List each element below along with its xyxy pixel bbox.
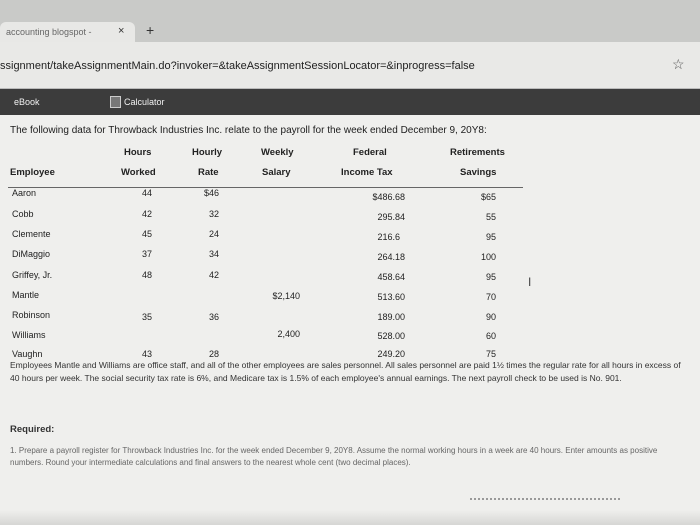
employee-name: Clemente (12, 229, 51, 239)
header-salary-2: Salary (262, 167, 291, 178)
retirement-savings: 75 (485, 349, 496, 359)
retirement-savings: 90 (485, 312, 496, 322)
retirement-savings: 60 (485, 331, 496, 341)
url-text[interactable]: ssignment/takeAssignmentMain.do?invoker=&takeAssignmentSessionLocator=&inprogress=false (0, 60, 475, 72)
assignment-toolbar (0, 89, 700, 115)
hourly-rate: 34 (208, 249, 219, 259)
employee-name: Robinson (12, 310, 51, 320)
retirement-savings: 100 (480, 252, 496, 262)
federal-income-tax: 458.64 (377, 272, 405, 282)
hourly-rate: 32 (208, 209, 219, 219)
federal-income-tax: 189.00 (377, 312, 405, 322)
header-salary-1: Weekly (261, 147, 294, 158)
header-employee: Employee (10, 167, 55, 178)
intro-text: The following data for Throwback Industries Inc. relate to the payroll for the week ended December 9, 20Y8: (10, 125, 487, 136)
hourly-rate: 42 (208, 270, 219, 280)
weekly-salary: $2,140 (272, 291, 300, 301)
header-tax-2: Income Tax (341, 167, 393, 178)
hours-worked: 43 (141, 349, 152, 359)
new-tab-button[interactable]: + (146, 22, 155, 38)
address-bar[interactable] (0, 42, 700, 89)
header-rate-1: Hourly (192, 147, 223, 158)
retirement-savings: 95 (485, 232, 496, 242)
employee-name: DiMaggio (12, 249, 51, 259)
header-rate-2: Rate (198, 167, 219, 178)
hours-worked: 37 (141, 249, 152, 259)
browser-tab[interactable] (0, 22, 135, 42)
federal-income-tax: 264.18 (377, 252, 405, 262)
header-retirement-1: Retirements (450, 147, 505, 158)
browser-tab-bar (0, 0, 700, 42)
weekly-salary: 2,400 (277, 329, 300, 339)
calculator-button[interactable]: Calculator (124, 97, 165, 107)
header-tax-1: Federal (353, 147, 387, 158)
federal-income-tax: 249.20 (377, 349, 405, 359)
hourly-rate: 24 (208, 229, 219, 239)
hourly-rate: 36 (208, 312, 219, 322)
dotted-separator (470, 498, 620, 500)
header-retirement-2: Savings (460, 167, 497, 178)
hours-worked: 44 (141, 188, 152, 198)
header-hours-1: Hours (124, 147, 152, 158)
hours-worked: 42 (141, 209, 152, 219)
hourly-rate: $46 (203, 188, 219, 198)
hourly-rate: 28 (208, 349, 219, 359)
bookmark-star-icon[interactable]: ☆ (672, 56, 685, 72)
tab-title: accounting blogspot - (6, 27, 92, 37)
employee-name: Aaron (12, 188, 37, 198)
employee-name: Mantle (12, 290, 40, 300)
header-hours-2: Worked (121, 167, 156, 178)
retirement-savings: 70 (485, 292, 496, 302)
retirement-savings: 95 (485, 272, 496, 282)
federal-income-tax: 513.60 (377, 292, 405, 302)
text-cursor-icon: I (528, 275, 532, 289)
hours-worked: 48 (141, 270, 152, 280)
retirement-savings: $65 (480, 192, 496, 202)
employee-name: Vaughn (12, 349, 43, 359)
instruction-text: 1. Prepare a payroll register for Throwback Industries Inc. for the week ended December 9, 20Y8. Assume the normal working hours in a week are 40 hours. Enter amounts as positive numbers. Round your intermediate calculations and final answers to the nearest whole cent (two decimal places). (10, 446, 658, 467)
retirement-savings: 55 (485, 212, 496, 222)
hours-worked: 35 (141, 312, 152, 322)
employee-name: Cobb (12, 209, 34, 219)
question-content (0, 115, 700, 525)
description-paragraph: Employees Mantle and Williams are office staff, and all of the other employees are sales personnel. All sales personnel are paid 1½ times the regular rate for all hours in excess of 40 hours per week. The social security tax rate is 6%, and Medicare tax is 1.5% of each employee's annual earnings. The next payroll check to be used is No. 901. (10, 360, 681, 383)
employee-name: Williams (12, 330, 46, 340)
employee-name: Griffey, Jr. (12, 270, 53, 280)
federal-income-tax: 216.6 (377, 232, 400, 242)
header-divider (8, 187, 523, 188)
ebook-button[interactable]: eBook (14, 97, 40, 107)
required-heading: Required: (10, 424, 55, 435)
hours-worked: 45 (141, 229, 152, 239)
close-tab-icon[interactable]: × (118, 25, 125, 37)
federal-income-tax: 528.00 (377, 331, 405, 341)
federal-income-tax: 295.84 (377, 212, 405, 222)
bottom-fade (0, 510, 700, 525)
federal-income-tax: $486.68 (372, 192, 405, 202)
